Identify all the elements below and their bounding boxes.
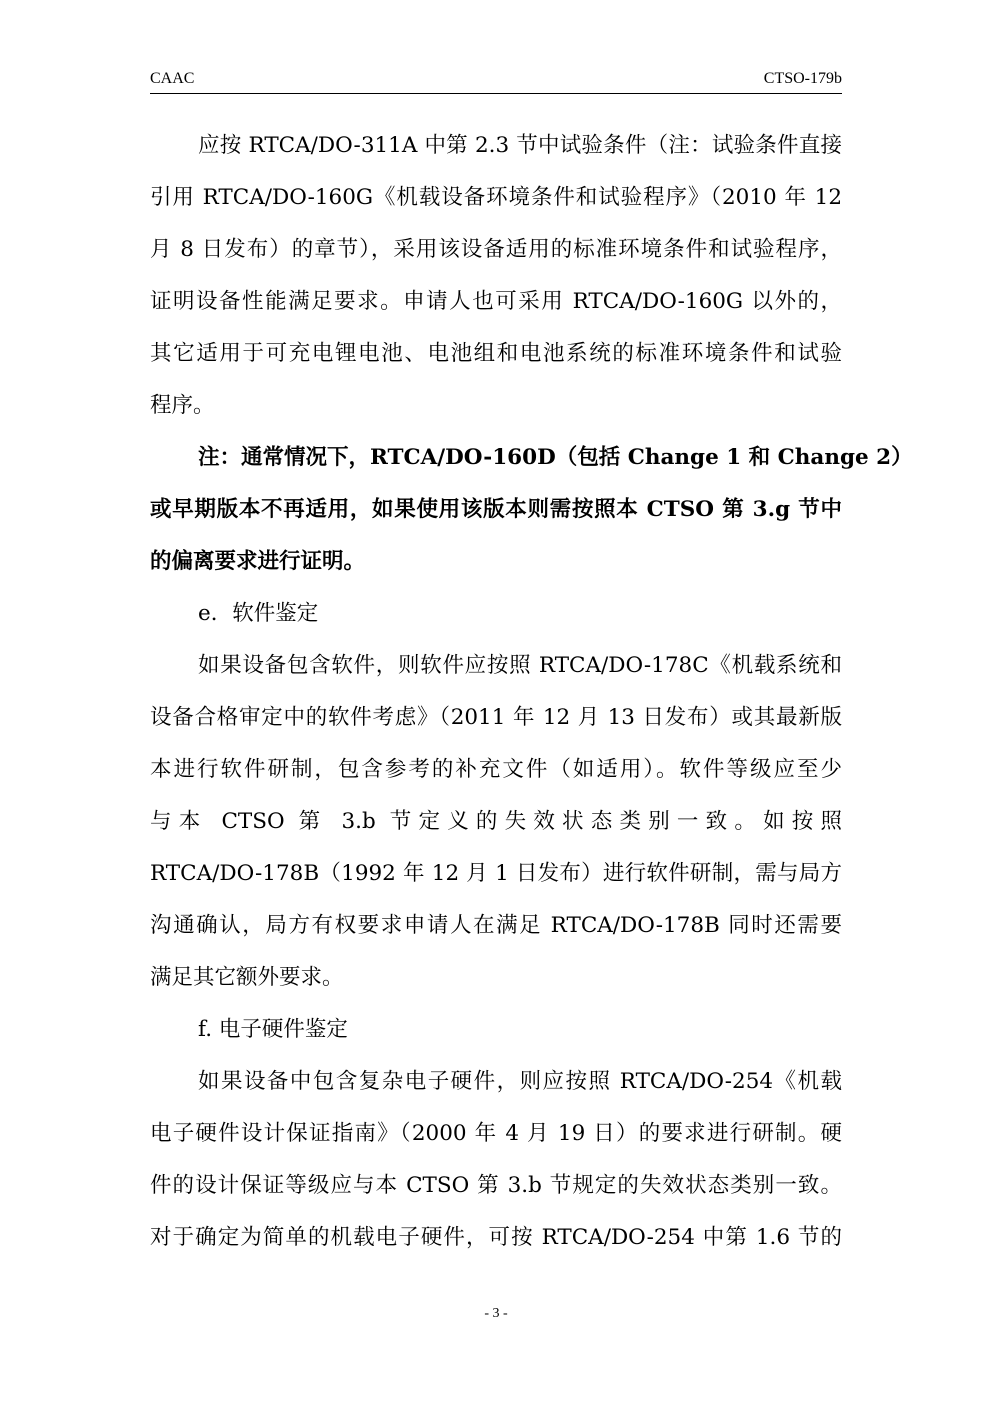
- text-line: f. 电子硬件鉴定: [198, 1017, 348, 1042]
- text-line: 如果设备包含软件，则软件应按照 RTCA/DO-178C《机载系统和: [198, 653, 842, 678]
- text-line: 程序。: [150, 393, 215, 418]
- header-rule: [150, 93, 842, 94]
- text-line: e．软件鉴定: [198, 601, 319, 626]
- text-line: 如果设备中包含复杂电子硬件，则应按照 RTCA/DO-254《机载: [198, 1069, 842, 1094]
- text-line: 应按 RTCA/DO-311A 中第 2.3 节中试验条件（注：试验条件直接: [198, 133, 842, 158]
- text-line: 证明设备性能满足要求。申请人也可采用 RTCA/DO-160G 以外的，: [150, 289, 842, 314]
- text-line: 本进行软件研制，包含参考的补充文件（如适用）。软件等级应至少: [150, 757, 842, 782]
- text-line: 对于确定为简单的机载电子硬件，可按 RTCA/DO-254 中第 1.6 节的: [150, 1225, 842, 1250]
- text-line: 引用 RTCA/DO-160G《机载设备环境条件和试验程序》（2010 年 12: [150, 185, 842, 210]
- text-line: 设备合格审定中的软件考虑》（2011 年 12 月 13 日发布）或其最新版: [150, 705, 842, 730]
- header-left: CAAC: [150, 70, 195, 87]
- header-right: CTSO-179b: [763, 70, 842, 87]
- text-line: 月 8 日发布）的章节），采用该设备适用的标准环境条件和试验程序，: [150, 237, 842, 262]
- text-line: 与本 CTSO 第 3.b 节定义的失效状态类别一致。如按照: [150, 809, 842, 834]
- text-line: 满足其它额外要求。: [150, 965, 344, 990]
- text-line: 件的设计保证等级应与本 CTSO 第 3.b 节规定的失效状态类别一致。: [150, 1173, 842, 1198]
- document-body: [150, 126, 913, 1270]
- text-line: 电子硬件设计保证指南》（2000 年 4 月 19 日）的要求进行研制。硬: [150, 1121, 842, 1146]
- text-line: 其它适用于可充电锂电池、电池组和电池系统的标准环境条件和试验: [150, 341, 842, 366]
- text-line: 的偏离要求进行证明。: [150, 549, 366, 574]
- text-line: 沟通确认，局方有权要求申请人在满足 RTCA/DO-178B 同时还需要: [150, 913, 842, 938]
- text-line: 注：通常情况下，RTCA/DO-160D（包括 Change 1 和 Change 2）: [198, 445, 913, 470]
- text-line: RTCA/DO-178B（1992 年 12 月 1 日发布）进行软件研制，需与局方: [150, 861, 842, 886]
- text-line: 或早期版本不再适用，如果使用该版本则需按照本 CTSO 第 3.g 节中: [150, 497, 842, 522]
- page-number: - 3 -: [484, 1306, 508, 1321]
